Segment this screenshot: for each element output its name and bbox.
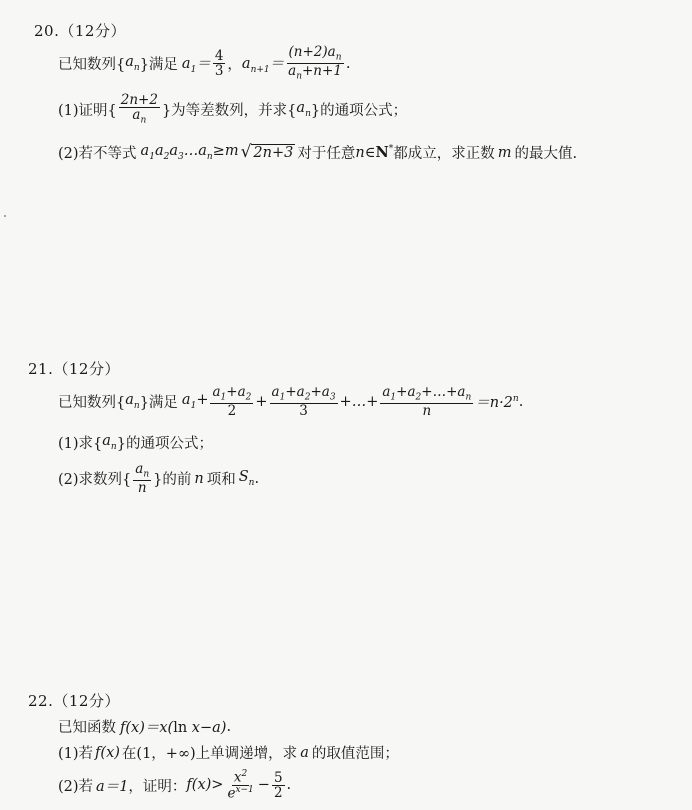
fraction-sum-n: $\frac{a_1+a_2+\dots+a_n}{n}$ [382,384,472,420]
scan-speck [4,215,6,217]
problem-21-part-1: (1)求{ $a_n$ }的通项公式； [58,433,213,452]
problem-22-statement: 已知函数 f(x)＝x(ln x−a) . [58,718,232,736]
fraction-2n-plus-2-over-an: $\frac{2n+2}{a_n}$ [120,92,158,126]
fraction-x2-over-exp: $\frac{x^2}{e^{x-1}}$ [227,769,254,802]
sqrt-2n-plus-3: √ 2n+3 [240,142,294,162]
problem-20-header: 20.（12分） [34,22,126,40]
fraction-sum-3: $\frac{a_1+a_2+a_3}{3}$ [271,384,336,420]
problem-22-part-1: (1)若 f(x) 在(1，+∞)上单调递增，求 a 的取值范围； [58,744,399,762]
fraction-an-over-n: $\frac{a_n}{n}$ [135,461,150,497]
fraction-4-3: $\frac{4}{3}$ [214,47,224,80]
problem-22-header: 22.（12分） [28,692,120,710]
fraction-5-2: $\frac{5}{2}$ [273,769,283,801]
fraction-recurrence: $\frac{(n+2)a_n}{a_n+n+1}$ [288,44,342,82]
fraction-sum-2: $\frac{a_1+a_2}{2}$ [212,384,252,420]
problem-20-part-2: (2)若不等式 $a_1a_2a_3\dots a_n\ge m$ √ 2n+3 对于任意 n∈N* 都成立，求正数 m 的最大值. [58,142,578,162]
problem-21-header: 21.（12分） [28,360,120,378]
problem-21-part-2: (2)求数列{ $\frac{a_n}{n}$ }的前 n 项和 $S_n$ . [58,461,260,497]
problem-22-part-2: (2)若 a＝1 ，证明： f(x)> $\frac{x^2}{e^{x-1}}$ − $\frac{5}{2}$ . [58,769,292,802]
problem-20-part-1: (1)证明{ $\frac{2n+2}{a_n}$ }为等差数列，并求{ $a_n$ }的通项公式； [58,92,408,126]
problem-21-statement: 已知数列{ $a_n$ }满足 $a_1+$ $\frac{a_1+a_2}{2}$ + $\frac{a_1+a_2+a_3}{3}$ +…+ $\frac{a_1+a_2+\dots+a_n}{n}$ $=n\cdot 2^n$ . [58,384,524,420]
problem-20-statement: 已知数列{ $a_n$ }满足 $a_1=$ $\frac{4}{3}$ ， $a_{n+1}=$ $\frac{(n+2)a_n}{a_n+n+1}$ . [58,44,351,82]
